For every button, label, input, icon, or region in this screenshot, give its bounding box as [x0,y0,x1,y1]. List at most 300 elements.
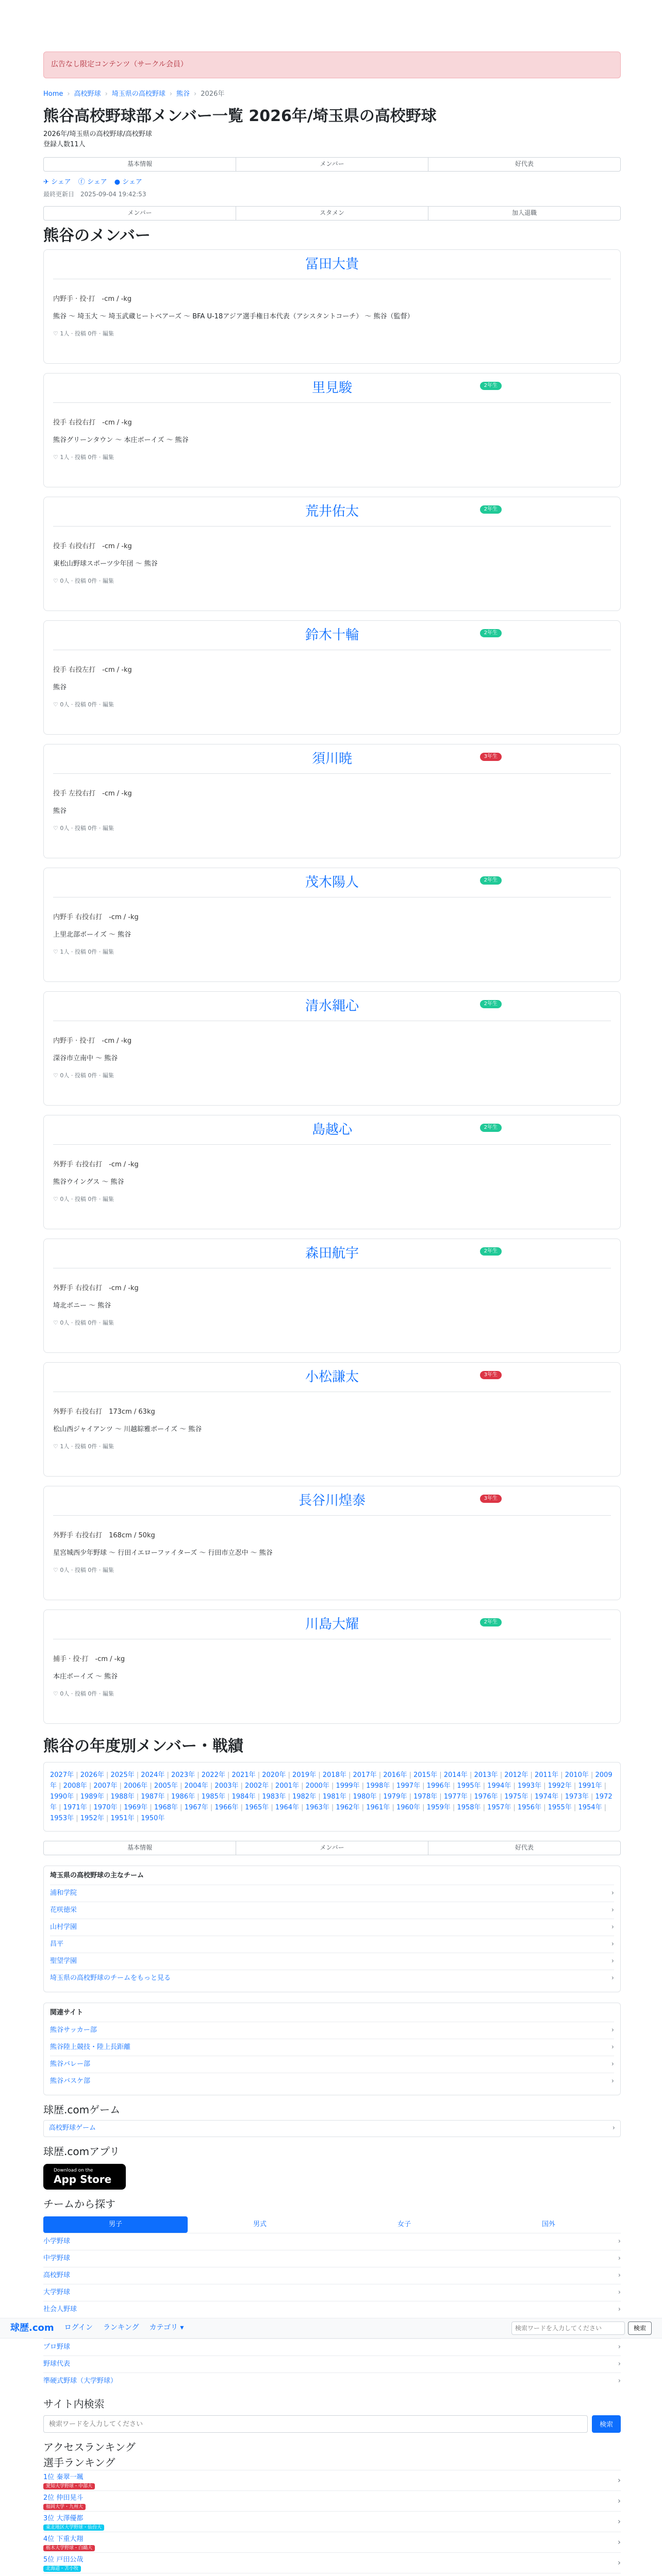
ranking-entry [43,2554,83,2572]
year-link[interactable]: 1965年 [245,1803,269,1811]
year-separator: | [299,1803,306,1811]
player-likes[interactable]: ♡ 0人 · 投稿 0件 · 編集 [53,1567,114,1574]
year-link[interactable]: 2018年 [322,1771,346,1779]
ranking-row[interactable] [43,2511,621,2532]
player-name[interactable]: 里見駿 [53,379,611,403]
year-link[interactable]: 1962年 [336,1803,360,1811]
chevron-right-icon: › [618,2475,621,2485]
year-link[interactable]: 1979年 [383,1792,407,1801]
chevron-right-icon: › [611,1957,614,1965]
player-info: 内野手 · 投·打 -cm / -kg [53,295,132,303]
year-link[interactable]: 1997年 [396,1782,421,1790]
year-separator: | [208,1803,215,1811]
grade-badge: 2年生 [480,505,502,514]
main-team-item-label: 聖望学園 [50,1957,77,1965]
tab-member-list[interactable]: メンバー [44,207,236,220]
tab-basic-info[interactable]: 基本情報 [44,1841,236,1855]
year-link[interactable]: 2006年 [124,1782,148,1790]
facebook-icon: ⓕ [78,178,85,186]
app-heading: 球歴.comアプリ [43,2145,120,2158]
year-separator: | [57,1803,63,1811]
player-career[interactable]: 熊谷 [53,807,67,816]
year-separator: | [558,1792,565,1801]
player-name[interactable]: 冨田大貴 [53,255,611,279]
year-link[interactable]: 2023年 [171,1771,195,1779]
year-link[interactable]: 1971年 [63,1803,87,1811]
site-search-heading: サイト内検索 [43,2397,105,2410]
player-card [43,1239,621,1353]
year-link[interactable]: 1968年 [154,1803,178,1811]
more-category-item-label: 野球代表 [43,2360,71,2368]
team-search-item[interactable] [43,2267,621,2284]
grade-badge: 2年生 [480,1247,502,1256]
year-link[interactable]: 1955年 [548,1803,572,1811]
year-separator: | [134,1792,141,1801]
year-link[interactable]: 2015年 [413,1771,438,1779]
year-link[interactable]: 1984年 [231,1792,256,1801]
player-likes[interactable]: ♡ 0人 · 投稿 0件 · 編集 [53,1319,114,1327]
year-separator: | [376,1792,384,1801]
year-separator: | [57,1782,63,1790]
ranking-tag: 東北地区大学野球・仙台大 [43,2524,104,2531]
related-sites-box [43,2003,621,2095]
nav-search-button[interactable]: 検索 [628,2321,652,2335]
breadcrumb-home[interactable]: Home [43,90,63,98]
year-link[interactable]: 1981年 [322,1792,346,1801]
main-team-item-label: 花咲徳栄 [50,1906,77,1914]
year-separator: | [87,1803,94,1811]
related-site-item[interactable] [50,2022,614,2039]
player-info: 外野手 右投右打 -cm / -kg [53,1160,139,1168]
last-updated: 最終更新日 2025-09-04 19:42:53 [43,190,146,198]
year-separator: | [450,1803,457,1811]
player-name[interactable]: 茂木陽人 [53,873,611,897]
ranking-row[interactable] [43,2552,621,2573]
year-link[interactable]: 1963年 [305,1803,329,1811]
share-line[interactable] [114,178,142,187]
ranking-tag: 栃木大学野球・白鷗大 [43,2545,95,2552]
grade-badge: 3年生 [480,1371,502,1379]
grade-badge: 2年生 [480,876,502,885]
nav-category[interactable]: カテゴリ ▾ [149,2324,184,2332]
year-separator: | [588,1771,595,1779]
year-separator: | [316,1771,323,1779]
tab-basic-info[interactable]: 基本情報 [44,158,236,171]
year-link[interactable]: 1956年 [517,1803,542,1811]
ranking-entry [43,2533,95,2552]
player-likes[interactable]: ♡ 1人 · 投稿 0件 · 編集 [53,1443,114,1450]
year-separator: | [164,1792,171,1801]
year-link[interactable]: 1950年 [141,1814,165,1822]
more-category-item[interactable] [43,2355,621,2372]
team-search-item-label: 大学野球 [43,2288,71,2296]
team-search-item-label: 高校野球 [43,2271,71,2279]
ranking-name: 1位 秦翠一颯 [43,2473,84,2481]
year-link[interactable]: 1964年 [275,1803,300,1811]
appstore-big-text: App Store [54,2173,112,2185]
year-separator: | [437,1771,444,1779]
year-link[interactable]: 1986年 [171,1792,195,1801]
player-card [43,1362,621,1477]
main-team-item[interactable] [50,1919,614,1936]
year-link[interactable]: 2021年 [231,1771,256,1779]
year-link[interactable]: 2002年 [245,1782,269,1790]
year-separator: | [437,1792,444,1801]
year-separator: | [498,1771,505,1779]
top-tabs [43,157,621,172]
year-link[interactable]: 1998年 [366,1782,390,1790]
main-team-item[interactable] [50,1936,614,1953]
tab-joined-left[interactable]: 加入退職 [511,209,537,217]
share-x[interactable] [43,178,71,187]
player-career[interactable]: 星宮城西少年野球 〜 行田イエローファイターズ 〜 行田市立忍中 〜 熊谷 [53,1549,273,1557]
player-likes[interactable]: ♡ 0人 · 投稿 0件 · 編集 [53,701,114,708]
year-link[interactable]: 1989年 [80,1792,104,1801]
year-separator: | [147,1803,154,1811]
related-site-item[interactable] [50,2039,614,2056]
year-link[interactable]: 1996年 [426,1782,451,1790]
player-card [43,991,621,1106]
nav-login[interactable]: ログイン [64,2324,93,2332]
player-info: 外野手 右投右打 168cm / 50kg [53,1531,155,1539]
player-info: 投手 左投右打 -cm / -kg [53,789,132,798]
year-link[interactable]: 1957年 [487,1803,511,1811]
year-link[interactable]: 2005年 [154,1782,178,1790]
year-separator: | [87,1782,94,1790]
player-likes[interactable]: ♡ 0人 · 投稿 0件 · 編集 [53,1690,114,1698]
year-link[interactable]: 2001年 [275,1782,300,1790]
player-likes[interactable]: ♡ 0人 · 投稿 0件 · 編集 [53,825,114,832]
year-link[interactable]: 1969年 [124,1803,148,1811]
nav-search-input[interactable] [511,2321,625,2335]
player-name[interactable]: 小松謙太 [53,1368,611,1392]
player-career[interactable]: 東松山野球スポーツ少年団 〜 熊谷 [53,560,158,568]
year-link[interactable]: 1958年 [457,1803,481,1811]
year-link[interactable]: 2024年 [141,1771,165,1779]
player-career[interactable]: 熊谷 〜 埼玉大 〜 埼玉武蔵ヒートベアーズ 〜 BFA U-18アジア選手権日本代表（アシスタントコーチ） 〜 熊谷（監督） [53,313,414,321]
year-link[interactable]: 1959年 [426,1803,451,1811]
chevron-right-icon: › [611,1940,614,1948]
year-link[interactable]: 1972年 [50,1792,613,1811]
breadcrumb-separator: › [169,90,173,98]
site-logo[interactable]: 球歴.com [10,2323,54,2334]
year-link[interactable]: 1951年 [110,1814,135,1822]
year-link[interactable]: 2013年 [474,1771,498,1779]
main-team-item[interactable] [50,1953,614,1970]
chevron-right-icon: › [611,1906,614,1914]
year-link[interactable]: 1970年 [93,1803,118,1811]
year-link[interactable]: 2019年 [292,1771,317,1779]
team-search-item-label: 小学野球 [43,2237,71,2245]
chevron-right-icon: › [611,2026,614,2034]
team-search-item[interactable] [43,2233,621,2250]
ranking-row[interactable] [43,2573,621,2576]
breadcrumb [43,90,621,99]
year-separator: | [74,1792,80,1801]
chevron-right-icon: › [611,1974,614,1982]
player-career[interactable]: 松山西ジャイアンツ 〜 川越綜雅ボーイズ 〜 熊谷 [53,1426,202,1434]
site-search-button[interactable]: 検索 [592,2415,621,2433]
year-separator: | [467,1771,474,1779]
share-bar [43,178,621,187]
grade-badge: 3年生 [480,1495,502,1503]
breadcrumb-kumagaya[interactable]: 熊谷 [176,90,190,98]
team-search-heading: チームから探す [43,2197,115,2210]
year-link[interactable]: 2027年 [50,1771,74,1779]
chevron-right-icon: › [611,2043,614,2051]
year-separator: | [359,1782,367,1790]
year-link[interactable]: 1974年 [535,1792,559,1801]
year-link[interactable]: 1976年 [474,1792,498,1801]
player-career[interactable]: 深谷市立南中 〜 熊谷 [53,1055,118,1063]
year-separator: | [329,1803,336,1811]
more-categories-list [43,2338,621,2389]
more-category-item[interactable] [43,2372,621,2389]
team-search-item[interactable] [43,2284,621,2301]
ranking-row[interactable] [43,2532,621,2552]
related-site-item[interactable] [50,2056,614,2073]
navbar [0,2318,662,2338]
team-search-item[interactable] [43,2301,621,2318]
year-separator: | [74,1814,80,1822]
chevron-right-icon: › [618,2496,621,2505]
player-card [43,1609,621,1724]
player-career[interactable]: 熊谷ウイングス 〜 熊谷 [53,1178,124,1187]
year-separator: | [558,1771,565,1779]
year-separator: | [571,1803,578,1811]
year-separator: | [541,1782,548,1790]
year-links [43,1762,621,1832]
year-link[interactable]: 1980年 [353,1792,377,1801]
team-search-item-label: 中学野球 [43,2254,71,2262]
year-separator: | [117,1803,124,1811]
year-link[interactable]: 1990年 [50,1792,74,1801]
year-separator: | [195,1771,202,1779]
player-name[interactable]: 島越心 [53,1121,611,1145]
year-link[interactable]: 2010年 [565,1771,589,1779]
year-link[interactable]: 1973年 [565,1792,589,1801]
player-info: 内野手 · 投·打 -cm / -kg [53,1037,132,1045]
year-link[interactable]: 2022年 [201,1771,225,1779]
player-career[interactable]: 埼北ボニー 〜 熊谷 [53,1302,111,1310]
related-site-item-label: 熊谷バレー部 [50,2060,91,2068]
year-link[interactable]: 1954年 [578,1803,602,1811]
main-teams-box [43,1866,621,1992]
player-likes[interactable]: ♡ 0人 · 投稿 0件 · 編集 [53,578,114,585]
grade-badge: 3年生 [480,753,502,761]
page-title: 熊谷高校野球部メンバー一覧 2026年/埼玉県の高校野球 [43,107,437,126]
year-separator: | [178,1782,185,1790]
year-separator: | [134,1771,141,1779]
more-category-item[interactable] [43,2338,621,2355]
year-link[interactable]: 2017年 [353,1771,377,1779]
tab-softball[interactable]: 男式 [253,2220,267,2228]
main-team-item[interactable] [50,1885,614,1902]
chevron-right-icon: › [618,2377,621,2385]
related-site-item-label: 熊谷サッカー部 [50,2026,97,2034]
year-link[interactable]: 2020年 [262,1771,286,1779]
tab-members[interactable]: メンバー [236,158,428,171]
site-search-input[interactable] [43,2415,588,2433]
player-name[interactable]: 森田航宇 [53,1244,611,1268]
main-team-item[interactable] [50,1902,614,1919]
player-name[interactable]: 須川暁 [53,750,611,774]
year-link[interactable]: 1995年 [457,1782,481,1790]
year-separator: | [481,1803,488,1811]
members-heading: 熊谷のメンバー [43,226,151,245]
year-separator: | [255,1771,262,1779]
year-separator: | [238,1782,245,1790]
year-link[interactable]: 2007年 [93,1782,118,1790]
player-info: 外野手 右投右打 -cm / -kg [53,1284,139,1292]
player-name[interactable]: 川島大耀 [53,1615,611,1639]
player-career[interactable]: 本庄ボーイズ 〜 熊谷 [53,1673,118,1681]
share-facebook[interactable] [78,178,107,187]
year-link[interactable]: 1982年 [292,1792,317,1801]
bird-icon: ✈ [43,178,49,186]
related-sites-list [50,2022,614,2090]
breadcrumb-saitama[interactable]: 埼玉県の高校野球 [111,90,166,98]
year-link[interactable]: 1999年 [336,1782,360,1790]
player-career[interactable]: 熊谷 [53,684,67,692]
year-link[interactable]: 2011年 [535,1771,559,1779]
ranking-name: 2位 仲田晃斗 [43,2494,84,2502]
grade-badge: 2年生 [480,1124,502,1132]
year-link[interactable]: 1966年 [214,1803,239,1811]
year-link[interactable]: 2026年 [80,1771,104,1779]
year-link[interactable]: 2008年 [63,1782,87,1790]
year-link[interactable]: 1952年 [80,1814,104,1822]
year-separator: | [541,1803,548,1811]
year-separator: | [195,1792,202,1801]
year-link[interactable]: 1977年 [443,1792,468,1801]
year-link[interactable]: 2014年 [443,1771,468,1779]
year-separator: | [511,1782,518,1790]
year-link[interactable]: 1993年 [517,1782,542,1790]
player-likes[interactable]: ♡ 0人 · 投稿 0件 · 編集 [53,1196,114,1203]
year-link[interactable]: 1967年 [184,1803,208,1811]
player-likes[interactable]: ♡ 1人 · 投稿 0件 · 編集 [53,948,114,956]
tab-women[interactable]: 女子 [397,2220,411,2228]
tab-members[interactable]: メンバー [236,1841,428,1855]
team-search-item[interactable] [43,2250,621,2267]
ad-banner[interactable] [43,52,621,78]
year-separator: | [602,1782,607,1790]
year-link[interactable]: 1961年 [366,1803,390,1811]
line-icon: ● [114,178,121,186]
player-ranking-heading: 選手ランキング [43,2456,115,2469]
chevron-right-icon: › [611,1889,614,1897]
chevron-right-icon: › [611,1923,614,1931]
chevron-right-icon: › [618,2271,621,2279]
year-separator: | [528,1771,535,1779]
year-separator: | [286,1771,292,1779]
game-link[interactable] [43,2120,621,2137]
bottom-tabs [43,1841,621,1855]
nav-ranking[interactable]: ランキング [103,2324,139,2332]
tab-men[interactable]: 男子 [43,2216,188,2233]
ad-text: 広告なし限定コンテンツ（サークル会員） [51,60,188,69]
chevron-right-icon: › [611,2077,614,2085]
year-link[interactable]: 1987年 [141,1792,165,1801]
year-link[interactable]: 1983年 [262,1792,286,1801]
player-card [43,868,621,982]
year-link[interactable]: 2000年 [305,1782,329,1790]
year-separator: | [407,1792,413,1801]
related-site-item-label: 熊谷陸上競技・陸上長距離 [50,2043,131,2051]
player-likes[interactable]: ♡ 1人 · 投稿 0件 · 編集 [53,454,114,461]
tab-starting-lineup[interactable]: スタメン [236,207,428,220]
main-team-item-label: 昌平 [50,1940,64,1948]
year-separator: | [407,1771,413,1779]
year-separator: | [225,1792,232,1801]
ranking-name: 4位 下重大翔 [43,2535,84,2543]
year-link[interactable]: 2012年 [504,1771,528,1779]
main-team-item-label: 埼玉県の高校野球のチームをもっと見る [50,1974,171,1982]
registered-count: 登録人数11人 [43,141,86,149]
year-separator: | [104,1792,111,1801]
main-team-item-label: 山村学園 [50,1923,77,1931]
year-link[interactable]: 1960年 [396,1803,421,1811]
tab-overseas[interactable]: 国外 [541,2220,555,2228]
chevron-right-icon: › [611,2060,614,2068]
player-career[interactable]: 上里北部ボーイズ 〜 熊谷 [53,931,131,939]
player-info: 内野手 右投右打 -cm / -kg [53,913,139,921]
player-name[interactable]: 鈴木十輪 [53,626,611,650]
year-link[interactable]: 1985年 [201,1792,225,1801]
more-category-item-label: プロ野球 [43,2343,71,2351]
app-store-button[interactable] [43,2164,126,2190]
tab-representatives[interactable]: 好代表 [515,1844,534,1852]
ranking-row[interactable] [43,2470,621,2490]
player-career[interactable]: 熊谷グリーンタウン 〜 本庄ボーイズ 〜 熊谷 [53,436,189,445]
year-link[interactable]: 1992年 [548,1782,572,1790]
main-team-item[interactable] [50,1970,614,1987]
year-separator: | [329,1782,336,1790]
year-link[interactable]: 2016年 [383,1771,407,1779]
page-subtitle: 2026年/埼玉県の高校野球/高校野球 [43,130,152,139]
player-likes[interactable]: ♡ 1人 · 投稿 0件 · 編集 [53,330,114,337]
related-site-item[interactable] [50,2073,614,2090]
year-link[interactable]: 2004年 [184,1782,208,1790]
year-link[interactable]: 2003年 [214,1782,239,1790]
year-link[interactable]: 1975年 [504,1792,528,1801]
year-separator: | [420,1782,427,1790]
year-link[interactable]: 2009年 [50,1771,613,1790]
grade-badge: 2年生 [480,382,502,390]
player-name[interactable]: 長谷川煌泰 [53,1492,611,1516]
ranking-row[interactable] [43,2490,621,2511]
player-name[interactable]: 清水縄心 [53,997,611,1021]
player-name[interactable]: 荒井佑太 [53,502,611,527]
year-link[interactable]: 1978年 [413,1792,438,1801]
ranking-tag: 北海道・苫小牧 [43,2566,81,2572]
tab-representatives[interactable]: 好代表 [515,160,534,168]
player-info: 投手 右投右打 -cm / -kg [53,542,132,550]
team-search-list [43,2233,621,2318]
year-link[interactable]: 1988年 [110,1792,135,1801]
year-link[interactable]: 1953年 [50,1814,74,1822]
year-link[interactable]: 2025年 [110,1771,135,1779]
year-link[interactable]: 1991年 [578,1782,602,1790]
breadcrumb-separator: › [105,90,108,98]
chevron-right-icon: › [618,2305,621,2313]
year-link[interactable]: 1994年 [487,1782,511,1790]
year-separator: | [178,1803,185,1811]
breadcrumb-koukou[interactable]: 高校野球 [74,90,101,98]
player-likes[interactable]: ♡ 0人 · 投稿 0件 · 編集 [53,1072,114,1079]
year-separator: | [269,1803,275,1811]
